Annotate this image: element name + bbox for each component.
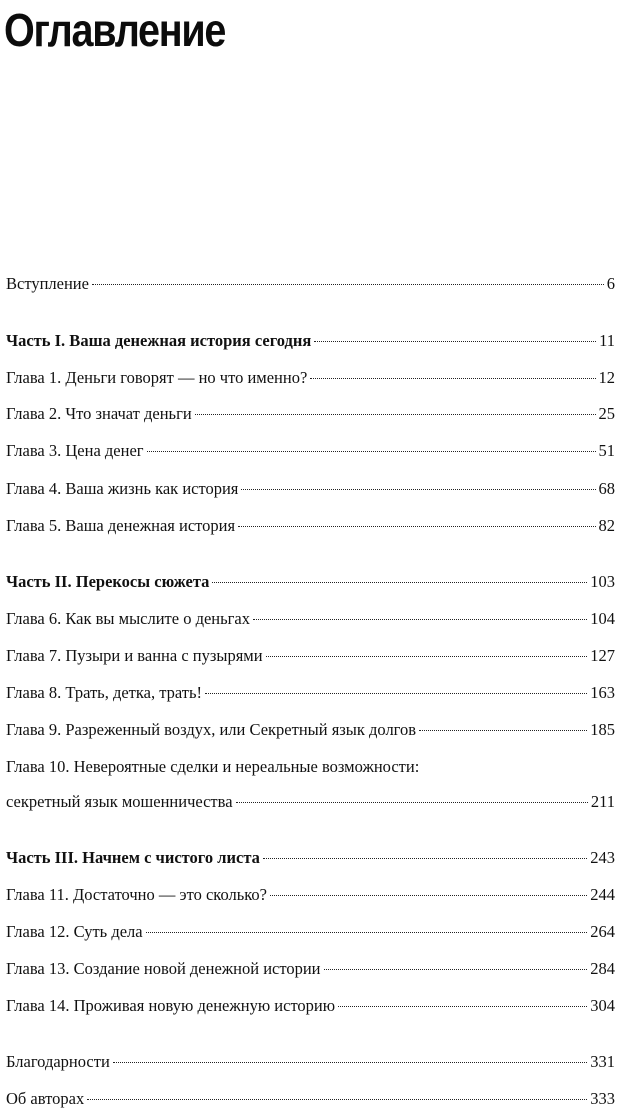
toc-entry-chapter-13[interactable] <box>6 956 615 982</box>
toc-entry-part-2[interactable] <box>6 569 615 595</box>
toc-entry-label: Благодарности <box>6 1052 110 1071</box>
toc-entry-chapter-11[interactable] <box>6 882 615 908</box>
toc-page-number: 264 <box>590 922 615 941</box>
toc-entry-chapter-7[interactable] <box>6 643 615 669</box>
dot-leader <box>241 489 595 490</box>
toc-entry-chapter-8[interactable] <box>6 680 615 706</box>
toc-entry-label: Глава 6. Как вы мыслите о деньгах <box>6 609 250 628</box>
dot-leader <box>338 1006 587 1007</box>
dot-leader <box>236 802 588 803</box>
toc-entry-label: секретный язык мошенничества <box>6 792 233 811</box>
toc-page-number: 331 <box>590 1052 615 1071</box>
toc-entry-chapter-6[interactable] <box>6 606 615 632</box>
dot-leader <box>310 378 595 379</box>
toc-page-number: 103 <box>590 572 615 591</box>
toc-entry-chapter-10-continued[interactable] <box>6 789 615 815</box>
toc-entry-about-authors[interactable] <box>6 1086 615 1112</box>
page-title: Оглавление <box>4 4 226 56</box>
toc-page-number: 6 <box>606 274 615 293</box>
toc-entry-label: Вступление <box>6 274 89 293</box>
toc-entry-introduction[interactable] <box>6 271 615 297</box>
toc-page-number: 333 <box>590 1089 615 1108</box>
toc-entry-chapter-4[interactable] <box>6 476 615 502</box>
toc-entry-label: Глава 11. Достаточно — это сколько? <box>6 885 268 904</box>
toc-page-number: 127 <box>590 646 615 665</box>
toc-page-number: 244 <box>590 885 615 904</box>
dot-leader <box>147 451 596 452</box>
toc-page-number: 25 <box>598 404 615 423</box>
toc-entry-chapter-10[interactable] <box>6 754 615 780</box>
toc-page-number: 243 <box>590 848 615 867</box>
toc-page-number: 12 <box>598 368 615 387</box>
dot-leader <box>205 693 587 694</box>
toc-entry-label: Глава 12. Суть дела <box>6 922 143 941</box>
toc-entry-label: Глава 1. Деньги говорят — но что именно? <box>6 368 308 387</box>
toc-entry-acknowledgements[interactable] <box>6 1049 615 1075</box>
dot-leader <box>212 582 587 583</box>
toc-entry-label: Глава 5. Ваша денежная история <box>6 516 236 535</box>
dot-leader <box>113 1062 587 1063</box>
toc-page-number: 185 <box>590 720 615 739</box>
toc-entry-chapter-14[interactable] <box>6 993 615 1019</box>
toc-page-number: 211 <box>590 792 615 811</box>
dot-leader <box>92 284 604 285</box>
toc-entry-label: Глава 7. Пузыри и ванна с пузырями <box>6 646 263 665</box>
toc-entry-chapter-2[interactable] <box>6 401 615 427</box>
dot-leader <box>238 526 595 527</box>
toc-entry-label: Глава 8. Трать, детка, трать! <box>6 683 203 702</box>
dot-leader <box>270 895 587 896</box>
toc-entry-chapter-12[interactable] <box>6 919 615 945</box>
dot-leader <box>195 414 596 415</box>
toc-entry-part-3[interactable] <box>6 845 615 871</box>
toc-page-number: 82 <box>598 516 615 535</box>
dot-leader <box>253 619 587 620</box>
dot-leader <box>324 969 588 970</box>
toc-entry-label: Часть I. Ваша денежная история сегодня <box>6 331 312 350</box>
toc-page-number: 51 <box>598 441 615 460</box>
dot-leader <box>146 932 588 933</box>
toc-entry-label: Об авторах <box>6 1089 85 1108</box>
toc-entry-label: Глава 13. Создание новой денежной истории <box>6 959 321 978</box>
toc-entry-chapter-5[interactable] <box>6 513 615 539</box>
toc-page-number: 104 <box>590 609 615 628</box>
toc-entry-label: Часть II. Перекосы сюжета <box>6 572 210 591</box>
toc-page-number: 284 <box>590 959 615 978</box>
toc-page-number: 304 <box>590 996 615 1015</box>
toc-entry-label: Глава 3. Цена денег <box>6 441 144 460</box>
toc-page-number: 11 <box>599 331 615 350</box>
dot-leader <box>419 730 587 731</box>
toc-page-number: 163 <box>590 683 615 702</box>
toc-entry-label: Глава 2. Что значат деньги <box>6 404 192 423</box>
toc-entry-chapter-1[interactable] <box>6 365 615 391</box>
dot-leader <box>314 341 596 342</box>
toc-entry-label: Часть III. Начнем с чистого листа <box>6 848 260 867</box>
toc-entry-chapter-3[interactable] <box>6 438 615 464</box>
toc-entry-label: Глава 9. Разреженный воздух, или Секретный язык долгов <box>6 720 417 739</box>
dot-leader <box>87 1099 587 1100</box>
toc-page-number: 68 <box>598 479 615 498</box>
toc-entry-label: Глава 4. Ваша жизнь как история <box>6 479 239 498</box>
toc-entry-part-1[interactable] <box>6 328 615 354</box>
toc-entry-label: Глава 10. Невероятные сделки и нереальные возможности: <box>6 757 420 776</box>
dot-leader <box>266 656 588 657</box>
toc-entry-chapter-9[interactable] <box>6 717 615 743</box>
toc-entry-label: Глава 14. Проживая новую денежную историю <box>6 996 336 1015</box>
dot-leader <box>263 858 587 859</box>
